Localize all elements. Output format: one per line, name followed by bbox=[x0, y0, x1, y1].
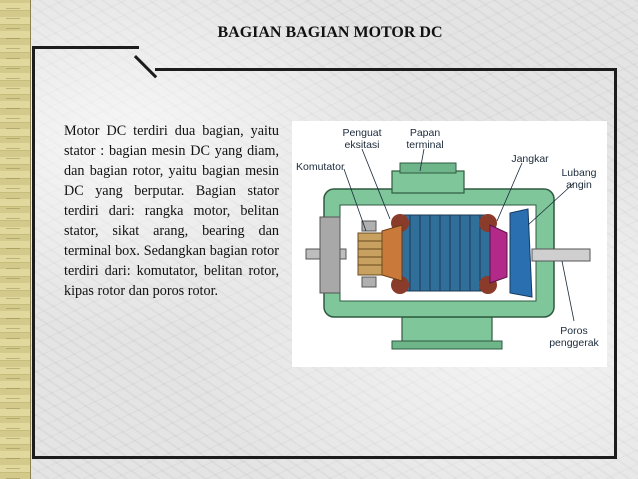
callout-jangkar: Jangkar bbox=[511, 153, 549, 165]
callout-penguat-line2: eksitasi bbox=[344, 139, 380, 151]
rotor-winding-right bbox=[490, 225, 507, 283]
rotor-fan bbox=[510, 209, 532, 297]
callout-penguat-eksitasi bbox=[332, 127, 392, 151]
slide-title: BAGIAN BAGIAN MOTOR DC bbox=[217, 24, 443, 41]
end-bearing-cap bbox=[320, 217, 340, 293]
callout-papan-line1: Papan bbox=[409, 127, 441, 139]
callout-lubang-angin bbox=[554, 167, 604, 191]
rotor-winding-left bbox=[382, 225, 402, 281]
terminal-box bbox=[392, 171, 464, 193]
callout-poros-line2: penggerak bbox=[549, 337, 599, 349]
frame-border-top-left bbox=[32, 46, 139, 49]
frame-border-right bbox=[614, 68, 617, 459]
callout-lubang-line1: Lubang bbox=[561, 167, 597, 179]
decorative-left-strip bbox=[0, 0, 31, 479]
dc-motor-figure bbox=[292, 121, 607, 367]
callout-poros-penggerak bbox=[544, 325, 604, 349]
terminal-box-lid bbox=[400, 163, 456, 173]
brush-bottom bbox=[362, 277, 376, 287]
output-shaft bbox=[532, 249, 590, 261]
callout-papan-line2: terminal bbox=[406, 139, 444, 151]
callout-penguat-line1: Penguat bbox=[342, 127, 382, 139]
callout-lubang-line2: angin bbox=[566, 179, 592, 191]
commutator bbox=[358, 233, 382, 275]
frame-border-top-right bbox=[155, 68, 617, 71]
motor-foot bbox=[392, 341, 502, 349]
frame-border-bottom bbox=[32, 456, 617, 459]
slide-body-text: Motor DC terdiri dua bagian, yaitu stator : bagian mesin DC yang diam, dan bagian rotor, yaitu bagian mesin DC yang berputar. Bagian stator terdiri dari: rangka motor, belitan stator, sikat arang, bearing dan terminal box. Sedangkan bagian rotor terdiri dari: komutator, belitan rotor, kipas rotor dan poros rotor. bbox=[64, 123, 279, 299]
callout-papan-terminal bbox=[396, 127, 454, 151]
callout-komutator: Komutator bbox=[296, 161, 345, 173]
armature-core bbox=[402, 215, 490, 291]
callout-poros-line1: Poros bbox=[560, 325, 588, 337]
frame-border-left bbox=[32, 46, 35, 459]
